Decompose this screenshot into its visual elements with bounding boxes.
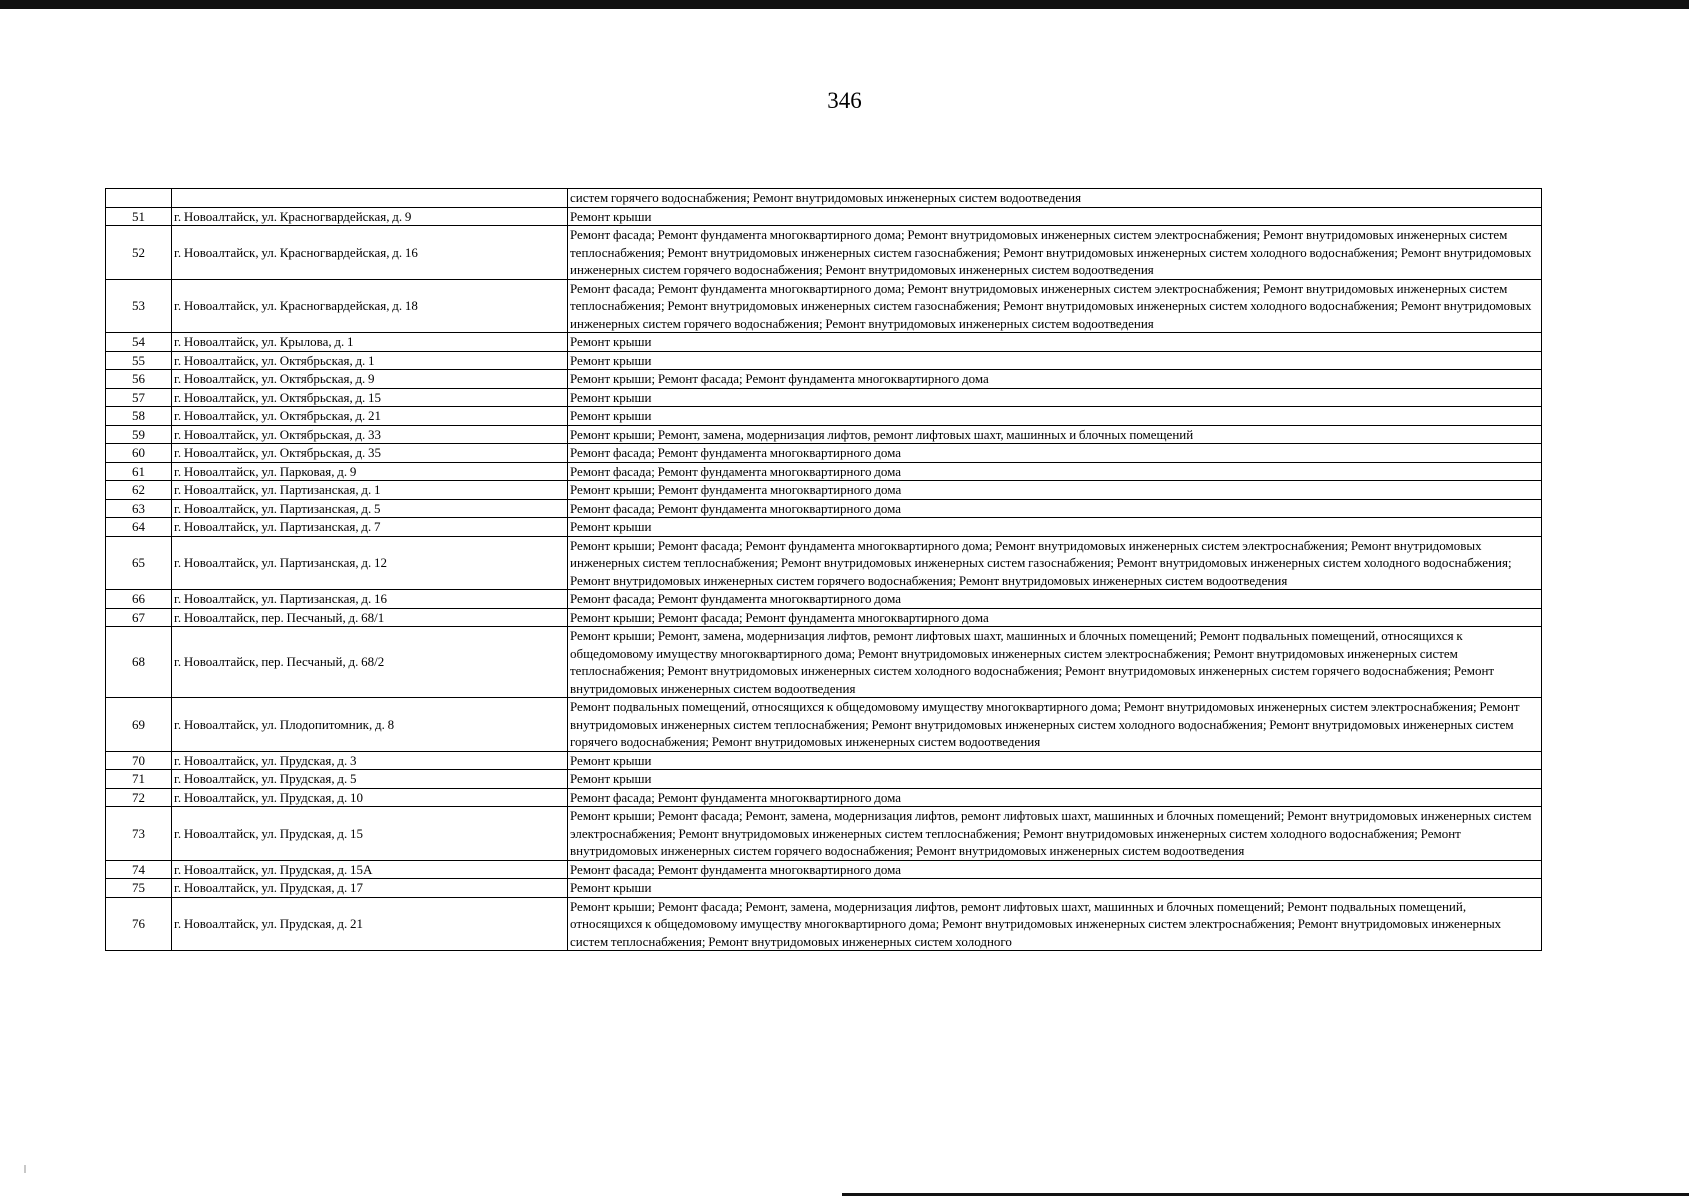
table-row (106, 518, 1542, 537)
row-number: 61 (106, 462, 172, 481)
table-row (106, 879, 1542, 898)
row-works: Ремонт фасада; Ремонт фундамента многоквартирного дома; Ремонт внутридомовых инженерных систем электроснабжения; Ремонт внутридомовых инженерных систем теплоснабжения; Ремонт внутридомовых инженерных систем газоснабжения; Ремонт внутридомовых инженерных систем холодного водоснабжения; Ремонт внутридомовых инженерных систем горячего водоснабжения; Ремонт внутридомовых инженерных систем водоотведения (568, 226, 1542, 280)
row-works: Ремонт крыши (568, 879, 1542, 898)
row-address: г. Новоалтайск, ул. Прудская, д. 5 (172, 770, 568, 789)
row-works: Ремонт крыши; Ремонт фасада; Ремонт фундамента многоквартирного дома (568, 608, 1542, 627)
row-address: г. Новоалтайск, ул. Октябрьская, д. 15 (172, 388, 568, 407)
table-row (106, 608, 1542, 627)
table-row (106, 698, 1542, 752)
row-address: г. Новоалтайск, ул. Прудская, д. 3 (172, 751, 568, 770)
table-row (106, 407, 1542, 426)
row-address: г. Новоалтайск, пер. Песчаный, д. 68/1 (172, 608, 568, 627)
table-row (106, 751, 1542, 770)
row-works: Ремонт крыши (568, 518, 1542, 537)
row-works: Ремонт фасада; Ремонт фундамента многоквартирного дома (568, 444, 1542, 463)
row-works: Ремонт крыши (568, 207, 1542, 226)
row-address: г. Новоалтайск, ул. Красногвардейская, д. 16 (172, 226, 568, 280)
row-number: 74 (106, 860, 172, 879)
row-address: г. Новоалтайск, ул. Плодопитомник, д. 8 (172, 698, 568, 752)
row-works: Ремонт крыши; Ремонт, замена, модернизация лифтов, ремонт лифтовых шахт, машинных и блочных помещений; Ремонт подвальных помещений, относящихся к общедомовому имуществу многоквартирного дома; Ремонт внутридомовых инженерных систем электроснабжения; Ремонт внутридомовых инженерных систем теплоснабжения; Ремонт внутридомовых инженерных систем холодного водоснабжения; Ремонт внутридомовых инженерных систем горячего водоснабжения; Ремонт внутридомовых инженерных систем водоотведения (568, 627, 1542, 698)
row-number: 67 (106, 608, 172, 627)
row-number: 59 (106, 425, 172, 444)
row-address: г. Новоалтайск, пер. Песчаный, д. 68/2 (172, 627, 568, 698)
row-number: 68 (106, 627, 172, 698)
table-row (106, 425, 1542, 444)
table-row (106, 226, 1542, 280)
row-address: г. Новоалтайск, ул. Октябрьская, д. 35 (172, 444, 568, 463)
row-number: 63 (106, 499, 172, 518)
scan-bottom-border (842, 1193, 1689, 1196)
row-address: г. Новоалтайск, ул. Красногвардейская, д. 18 (172, 279, 568, 333)
row-address: г. Новоалтайск, ул. Прудская, д. 15А (172, 860, 568, 879)
row-works: Ремонт крыши (568, 333, 1542, 352)
row-address: г. Новоалтайск, ул. Прудская, д. 10 (172, 788, 568, 807)
row-number: 66 (106, 590, 172, 609)
row-number: 73 (106, 807, 172, 861)
row-works: Ремонт фасада; Ремонт фундамента многоквартирного дома (568, 462, 1542, 481)
scan-top-border (0, 0, 1689, 9)
row-number: 75 (106, 879, 172, 898)
row-number: 54 (106, 333, 172, 352)
row-works: Ремонт фасада; Ремонт фундамента многоквартирного дома (568, 499, 1542, 518)
row-number: 58 (106, 407, 172, 426)
row-address: г. Новоалтайск, ул. Красногвардейская, д. 9 (172, 207, 568, 226)
table-row (106, 351, 1542, 370)
row-address: г. Новоалтайск, ул. Прудская, д. 15 (172, 807, 568, 861)
row-works: Ремонт фасада; Ремонт фундамента многоквартирного дома (568, 788, 1542, 807)
row-number: 60 (106, 444, 172, 463)
row-number: 55 (106, 351, 172, 370)
row-works: Ремонт фасада; Ремонт фундамента многоквартирного дома (568, 860, 1542, 879)
registry-table-body (106, 189, 1542, 951)
row-address: г. Новоалтайск, ул. Прудская, д. 17 (172, 879, 568, 898)
row-number: 62 (106, 481, 172, 500)
row-works: Ремонт фасада; Ремонт фундамента многоквартирного дома; Ремонт внутридомовых инженерных систем электроснабжения; Ремонт внутридомовых инженерных систем теплоснабжения; Ремонт внутридомовых инженерных систем газоснабжения; Ремонт внутридомовых инженерных систем холодного водоснабжения; Ремонт внутридомовых инженерных систем горячего водоснабжения; Ремонт внутридомовых инженерных систем водоотведения (568, 279, 1542, 333)
row-number: 53 (106, 279, 172, 333)
continuation-address-cell (172, 189, 568, 208)
row-number: 76 (106, 897, 172, 951)
repair-registry-table (105, 188, 1542, 951)
row-number: 52 (106, 226, 172, 280)
row-address: г. Новоалтайск, ул. Партизанская, д. 1 (172, 481, 568, 500)
row-works: Ремонт крыши; Ремонт фасада; Ремонт фундамента многоквартирного дома (568, 370, 1542, 389)
table-row (106, 536, 1542, 590)
table-row (106, 207, 1542, 226)
row-works: Ремонт крыши; Ремонт фасада; Ремонт, замена, модернизация лифтов, ремонт лифтовых шахт, машинных и блочных помещений; Ремонт подвальных помещений, относящихся к общедомовому имуществу многоквартирного дома; Ремонт внутридомовых инженерных систем электроснабжения; Ремонт внутридомовых инженерных систем теплоснабжения; Ремонт внутридомовых инженерных систем холодного (568, 897, 1542, 951)
row-address: г. Новоалтайск, ул. Октябрьская, д. 21 (172, 407, 568, 426)
row-number: 51 (106, 207, 172, 226)
row-number: 72 (106, 788, 172, 807)
row-works: Ремонт подвальных помещений, относящихся к общедомовому имуществу многоквартирного дома; Ремонт внутридомовых инженерных систем электроснабжения; Ремонт внутридомовых инженерных систем теплоснабжения; Ремонт внутридомовых инженерных систем холодного водоснабжения; Ремонт внутридомовых инженерных систем горячего водоснабжения; Ремонт внутридомовых инженерных систем водоотведения (568, 698, 1542, 752)
row-works: Ремонт фасада; Ремонт фундамента многоквартирного дома (568, 590, 1542, 609)
row-number: 69 (106, 698, 172, 752)
row-address: г. Новоалтайск, ул. Прудская, д. 21 (172, 897, 568, 951)
row-number: 57 (106, 388, 172, 407)
row-address: г. Новоалтайск, ул. Октябрьская, д. 9 (172, 370, 568, 389)
table-row (106, 590, 1542, 609)
row-address: г. Новоалтайск, ул. Партизанская, д. 7 (172, 518, 568, 537)
table-row (106, 333, 1542, 352)
table-row (106, 807, 1542, 861)
row-works: Ремонт крыши; Ремонт фасада; Ремонт фундамента многоквартирного дома; Ремонт внутридомовых инженерных систем электроснабжения; Ремонт внутридомовых инженерных систем теплоснабжения; Ремонт внутридомовых инженерных систем газоснабжения; Ремонт внутридомовых инженерных систем холодного водоснабжения; Ремонт внутридомовых инженерных систем горячего водоснабжения; Ремонт внутридомовых инженерных систем водоотведения (568, 536, 1542, 590)
table-row (106, 860, 1542, 879)
table-row (106, 627, 1542, 698)
table-row (106, 897, 1542, 951)
row-address: г. Новоалтайск, ул. Крылова, д. 1 (172, 333, 568, 352)
table-row (106, 481, 1542, 500)
row-number: 64 (106, 518, 172, 537)
table-row (106, 279, 1542, 333)
table-row (106, 499, 1542, 518)
row-works: Ремонт крыши (568, 751, 1542, 770)
row-number: 70 (106, 751, 172, 770)
row-address: г. Новоалтайск, ул. Партизанская, д. 16 (172, 590, 568, 609)
row-works: Ремонт крыши; Ремонт, замена, модернизация лифтов, ремонт лифтовых шахт, машинных и блочных помещений (568, 425, 1542, 444)
continuation-works-cell: систем горячего водоснабжения; Ремонт внутридомовых инженерных систем водоотведения (568, 189, 1542, 208)
table-row (106, 462, 1542, 481)
table-row (106, 770, 1542, 789)
row-works: Ремонт крыши; Ремонт фундамента многоквартирного дома (568, 481, 1542, 500)
continuation-num-cell (106, 189, 172, 208)
row-address: г. Новоалтайск, ул. Партизанская, д. 12 (172, 536, 568, 590)
row-works: Ремонт крыши (568, 388, 1542, 407)
row-works: Ремонт крыши; Ремонт фасада; Ремонт, замена, модернизация лифтов, ремонт лифтовых шахт, машинных и блочных помещений; Ремонт внутридомовых инженерных систем электроснабжения; Ремонт внутридомовых инженерных систем теплоснабжения; Ремонт внутридомовых инженерных систем холодного водоснабжения; Ремонт внутридомовых инженерных систем горячего водоснабжения; Ремонт внутридомовых инженерных систем водоотведения (568, 807, 1542, 861)
table-row (106, 388, 1542, 407)
row-address: г. Новоалтайск, ул. Парковая, д. 9 (172, 462, 568, 481)
row-works: Ремонт крыши (568, 351, 1542, 370)
row-address: г. Новоалтайск, ул. Партизанская, д. 5 (172, 499, 568, 518)
row-works: Ремонт крыши (568, 770, 1542, 789)
table-row (106, 444, 1542, 463)
page-number: 346 (827, 88, 862, 113)
row-address: г. Новоалтайск, ул. Октябрьская, д. 33 (172, 425, 568, 444)
table-row (106, 788, 1542, 807)
row-works: Ремонт крыши (568, 407, 1542, 426)
scan-artifact (24, 1165, 26, 1173)
continuation-row (106, 189, 1542, 208)
table-row (106, 370, 1542, 389)
row-number: 65 (106, 536, 172, 590)
row-number: 71 (106, 770, 172, 789)
row-address: г. Новоалтайск, ул. Октябрьская, д. 1 (172, 351, 568, 370)
row-number: 56 (106, 370, 172, 389)
